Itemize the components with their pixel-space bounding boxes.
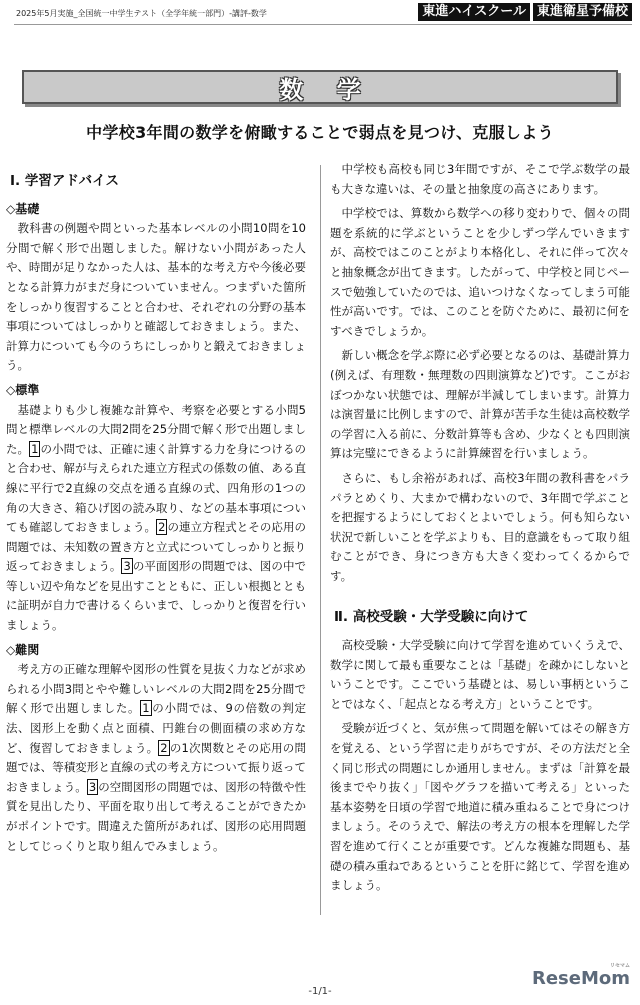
question-number-badge: 1: [142, 701, 150, 716]
question-number-badge: 3: [123, 559, 131, 574]
paragraph-exams: 高校受験・大学受験に向けて学習を進めていくうえで、数学に関して最も重要なことは「基礎」を疎かにしないということです。ここでいう基礎とは、易しい事柄ということではなく、「起点となる考え方」ということです。: [330, 638, 630, 711]
paragraph-right: 中学校では、算数から数学への移り変わりで、個々の問題を系統的に学ぶということを少しずつ学んでいきますが、高校ではこのことがより本格化し、それに伴って次々と抽象概念が出てきます。したがって、中学校と同じペースで勉強していたのでは、追いつけなくなってしまう可能性が高いです。では、このことを防ぐために、最初に何をすべきでしょうか。: [330, 206, 630, 338]
right-column: [330, 160, 630, 901]
section-heading-exams: Ⅱ. 高校受験・大学受験に向けて: [334, 609, 529, 626]
question-number-badge: 2: [158, 520, 166, 535]
paragraph-right: さらに、もし余裕があれば、高校3年間の教科書をパラパラとめくり、大まかで構わないので、3年間で学ぶことを把握するようにしておくとよいでしょう。何も知らない状況で新しいことを学ぶよりも、目的意識をもって取り組むことができ、身につき方も大きく変わってくるからです。: [330, 470, 630, 583]
question-number-badge: 3: [88, 779, 97, 794]
question-number-badge: 1: [31, 441, 39, 456]
brand-logos: [418, 3, 632, 21]
page-title: 数学: [279, 75, 395, 104]
paragraph-standard: 基礎よりも少し複雑な計算や、考察を必要とする小問5問と標準レベルの大問2問を25分間で解く形で出題しました。 1 の小問では、正確に速く計算する力を身につけるのと合わせ、解が与えられた連立方程式の係数の値、ある直線に平行で2直線の交点を通る直線の式、四角形の1つの角の大きさ、箱ひげ図の読み取り、などの基本事項についても確認しておきましょう。 2 の連立方程式とその応用の問題では、未知数の置き方と立式についてしっかりと振り返っておきましょう。 3 の平面図形の問題では、図の中で等しい辺や角などを見出すことともに、正しい根拠とともに証明が自力で書けるくらいまで、しっかりと復習を行いましょう。: [6, 402, 306, 633]
paragraph-right: 新しい概念を学ぶ際に必ず必要となるのは、基礎計算力(例えば、有理数・無理数の四則演算など)です。ここがおぼつかない状態では、理解が半減してしまいます。計算力は演習量に比例しますので、計算が苦手な生徒は高校数学の学習に入る前に、分数計算等も含め、少なくとも四則演算は完璧にできるように計算練習を行いましょう。: [330, 348, 630, 461]
paragraph-basic: 教科書の例題や問といった基本レベルの小問10問を10分間で解く形で出題しました。解けない小問があった人や、時間が足りなかった人は、基本的な考え方や今後必要となる計算力がまだ身についていません。つまずいた箇所をしっかり復習することと合わせ、それぞれの分野の基本事項についてはしっかりと確認しておきましょう。また、計算力についても今のうちにしっかりと鍛えておきましょう。: [6, 221, 306, 373]
logo-toshin-high-school: 東進ハイスクール: [418, 3, 530, 21]
subheading-hard: ◇難関: [6, 642, 40, 657]
resemom-watermark: ReseMom リセマム: [531, 963, 630, 989]
exam-info: 2025年5月実施_全国統一中学生テスト（全学年統一部門）-講評-数学: [16, 9, 267, 18]
logo-toshin-eisei: 東進衛星予備校: [533, 3, 632, 21]
page-subtitle: 中学校3年間の数学を俯瞰することで弱点を見つけ、克服しよう: [86, 123, 554, 142]
subheading-basic: ◇基礎: [6, 201, 40, 216]
paragraph-right: 中学校も高校も同じ3年間ですが、そこで学ぶ数学の最も大きな違いは、その量と抽象度の高さにあります。: [330, 162, 630, 196]
paragraph-hard: 考え方の正確な理解や図形の性質を見抜く力などが求められる小問3問とやや難しいレベルの大問2問を25分間で解く形で出題しました。 1 の小問では、9の倍数の判定法、図形上を動く点と面積、円錐台の側面積の求め方など、復習しておきましょう。 2 の1次関数とその応用の問題では、等積変形と直線の式の考え方について振り返っておきましょう。 3 の空間図形の問題では、図形の特徴や性質を見出したり、平面を取り出して考えることができたかがポイントです。間違えた箇所があれば、図形の応用問題としてじっくりと取り組んでみましょう。: [6, 662, 306, 853]
title-banner: [22, 70, 618, 104]
page-number: -1/1-: [308, 986, 332, 997]
subheading-standard: ◇標準: [6, 382, 40, 397]
section-heading-advice: Ⅰ. 学習アドバイス: [10, 173, 119, 189]
paragraph-exams: 受験が近づくと、気が焦って問題を解いてはその解き方を覚える、という学習に走りがちですが、その方法だと全く同じ形式の問題にしか通用しません。まずは「計算を最後までやり抜く」「図やグラフを描いて考える」といった基本姿勢を日頃の学習で地道に積み重ねることで身につけましょう。そのうえで、解法の考え方の根本を理解した学習を進めて行くことが重要です。どんな複雑な問題も、基礎の積み重ねであるということを肝に銘じて、学習を進めましょう。: [330, 721, 630, 893]
question-number-badge: 2: [160, 740, 168, 755]
header-divider: [14, 24, 632, 25]
column-divider: [320, 165, 321, 915]
left-column: [6, 160, 306, 861]
